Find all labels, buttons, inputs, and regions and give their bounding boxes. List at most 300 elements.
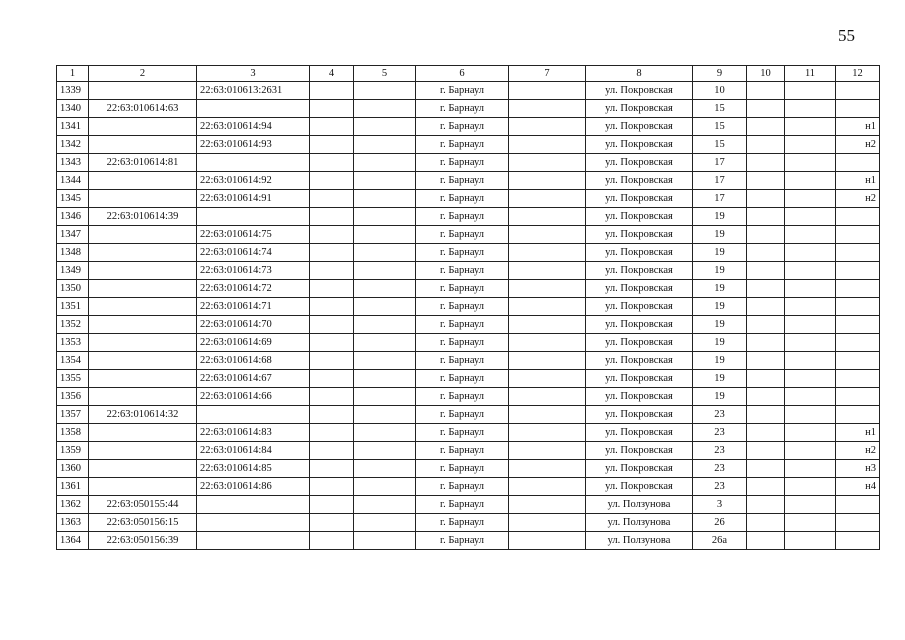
empty-cell-col4	[310, 136, 354, 154]
premise-note-cell: н4	[836, 478, 880, 496]
city-cell: г. Барнаул	[416, 208, 509, 226]
room-cadastral-number-cell: 22:63:010614:70	[197, 316, 310, 334]
table-row	[57, 352, 880, 370]
room-cadastral-number-cell	[197, 496, 310, 514]
premise-note-cell	[836, 334, 880, 352]
empty-cell-col11	[785, 82, 836, 100]
room-cadastral-number-cell: 22:63:010614:75	[197, 226, 310, 244]
house-number-cell: 23	[693, 442, 747, 460]
empty-cell-col4	[310, 262, 354, 280]
cadastral-number-cell	[89, 244, 197, 262]
cadastral-number-cell: 22:63:010614:81	[89, 154, 197, 172]
empty-cell-col5	[354, 334, 416, 352]
row-number-cell: 1359	[57, 442, 89, 460]
room-cadastral-number-cell: 22:63:010614:71	[197, 298, 310, 316]
row-number-cell: 1340	[57, 100, 89, 118]
house-number-cell: 15	[693, 100, 747, 118]
city-cell: г. Барнаул	[416, 406, 509, 424]
house-number-cell: 23	[693, 424, 747, 442]
street-cell: ул. Покровская	[586, 118, 693, 136]
house-number-cell: 23	[693, 460, 747, 478]
city-cell: г. Барнаул	[416, 118, 509, 136]
room-cadastral-number-cell: 22:63:010613:2631	[197, 82, 310, 100]
empty-cell-col7	[509, 514, 586, 532]
empty-cell-col11	[785, 370, 836, 388]
empty-cell-col5	[354, 460, 416, 478]
row-number-cell: 1341	[57, 118, 89, 136]
empty-cell-col5	[354, 208, 416, 226]
room-cadastral-number-cell	[197, 532, 310, 550]
empty-cell-col11	[785, 460, 836, 478]
row-number-cell: 1354	[57, 352, 89, 370]
empty-cell-col7	[509, 82, 586, 100]
table-row	[57, 172, 880, 190]
column-header: 5	[354, 66, 416, 82]
table-row	[57, 100, 880, 118]
empty-cell-col10	[747, 388, 785, 406]
empty-cell-col10	[747, 334, 785, 352]
row-number-cell: 1349	[57, 262, 89, 280]
street-cell: ул. Покровская	[586, 244, 693, 262]
cadastral-number-cell: 22:63:010614:63	[89, 100, 197, 118]
row-number-cell: 1355	[57, 370, 89, 388]
cadastral-number-cell: 22:63:050155:44	[89, 496, 197, 514]
empty-cell-col7	[509, 118, 586, 136]
cadastral-number-cell: 22:63:050156:15	[89, 514, 197, 532]
room-cadastral-number-cell: 22:63:010614:66	[197, 388, 310, 406]
empty-cell-col10	[747, 514, 785, 532]
table-row	[57, 406, 880, 424]
cadastral-number-cell	[89, 262, 197, 280]
table-row	[57, 226, 880, 244]
row-number-cell: 1347	[57, 226, 89, 244]
empty-cell-col5	[354, 388, 416, 406]
city-cell: г. Барнаул	[416, 334, 509, 352]
street-cell: ул. Покровская	[586, 424, 693, 442]
empty-cell-col5	[354, 136, 416, 154]
row-number-cell: 1357	[57, 406, 89, 424]
city-cell: г. Барнаул	[416, 190, 509, 208]
table-row	[57, 496, 880, 514]
premise-note-cell	[836, 100, 880, 118]
room-cadastral-number-cell	[197, 514, 310, 532]
table-row	[57, 442, 880, 460]
empty-cell-col5	[354, 406, 416, 424]
room-cadastral-number-cell: 22:63:010614:74	[197, 244, 310, 262]
premise-note-cell	[836, 352, 880, 370]
empty-cell-col4	[310, 514, 354, 532]
row-number-cell: 1362	[57, 496, 89, 514]
empty-cell-col11	[785, 514, 836, 532]
empty-cell-col10	[747, 190, 785, 208]
room-cadastral-number-cell: 22:63:010614:85	[197, 460, 310, 478]
row-number-cell: 1352	[57, 316, 89, 334]
empty-cell-col11	[785, 442, 836, 460]
cadastral-number-cell: 22:63:010614:39	[89, 208, 197, 226]
empty-cell-col10	[747, 316, 785, 334]
table-row	[57, 424, 880, 442]
street-cell: ул. Покровская	[586, 280, 693, 298]
empty-cell-col7	[509, 532, 586, 550]
room-cadastral-number-cell	[197, 154, 310, 172]
empty-cell-col10	[747, 244, 785, 262]
premise-note-cell	[836, 244, 880, 262]
column-header: 3	[197, 66, 310, 82]
street-cell: ул. Ползунова	[586, 514, 693, 532]
table-row	[57, 370, 880, 388]
premise-note-cell	[836, 82, 880, 100]
premise-note-cell	[836, 280, 880, 298]
cadastral-number-cell	[89, 172, 197, 190]
empty-cell-col7	[509, 100, 586, 118]
empty-cell-col11	[785, 118, 836, 136]
empty-cell-col5	[354, 514, 416, 532]
row-number-cell: 1356	[57, 388, 89, 406]
premise-note-cell	[836, 298, 880, 316]
table-row	[57, 280, 880, 298]
house-number-cell: 19	[693, 262, 747, 280]
city-cell: г. Барнаул	[416, 298, 509, 316]
empty-cell-col4	[310, 244, 354, 262]
street-cell: ул. Покровская	[586, 460, 693, 478]
table-row	[57, 460, 880, 478]
street-cell: ул. Покровская	[586, 370, 693, 388]
house-number-cell: 3	[693, 496, 747, 514]
empty-cell-col10	[747, 460, 785, 478]
column-header: 1	[57, 66, 89, 82]
city-cell: г. Барнаул	[416, 532, 509, 550]
premise-note-cell: н1	[836, 118, 880, 136]
column-header: 12	[836, 66, 880, 82]
header-row	[57, 66, 880, 82]
empty-cell-col5	[354, 352, 416, 370]
empty-cell-col5	[354, 262, 416, 280]
empty-cell-col5	[354, 478, 416, 496]
empty-cell-col5	[354, 154, 416, 172]
empty-cell-col10	[747, 82, 785, 100]
empty-cell-col7	[509, 280, 586, 298]
table-row	[57, 532, 880, 550]
city-cell: г. Барнаул	[416, 370, 509, 388]
cadastral-number-cell	[89, 316, 197, 334]
premise-note-cell	[836, 388, 880, 406]
row-number-cell: 1361	[57, 478, 89, 496]
empty-cell-col7	[509, 496, 586, 514]
table-row	[57, 154, 880, 172]
table-row	[57, 118, 880, 136]
house-number-cell: 17	[693, 172, 747, 190]
house-number-cell: 19	[693, 298, 747, 316]
house-number-cell: 19	[693, 316, 747, 334]
empty-cell-col11	[785, 280, 836, 298]
empty-cell-col11	[785, 424, 836, 442]
empty-cell-col11	[785, 100, 836, 118]
empty-cell-col7	[509, 136, 586, 154]
empty-cell-col10	[747, 298, 785, 316]
city-cell: г. Барнаул	[416, 82, 509, 100]
empty-cell-col4	[310, 226, 354, 244]
street-cell: ул. Ползунова	[586, 496, 693, 514]
empty-cell-col7	[509, 190, 586, 208]
table-row	[57, 514, 880, 532]
cadastral-number-cell: 22:63:010614:32	[89, 406, 197, 424]
premise-note-cell: н2	[836, 190, 880, 208]
house-number-cell: 23	[693, 406, 747, 424]
empty-cell-col11	[785, 154, 836, 172]
table-row	[57, 334, 880, 352]
cadastral-number-cell	[89, 388, 197, 406]
house-number-cell: 26а	[693, 532, 747, 550]
empty-cell-col5	[354, 244, 416, 262]
empty-cell-col5	[354, 118, 416, 136]
empty-cell-col4	[310, 478, 354, 496]
empty-cell-col10	[747, 478, 785, 496]
empty-cell-col10	[747, 262, 785, 280]
row-number-cell: 1344	[57, 172, 89, 190]
empty-cell-col10	[747, 280, 785, 298]
premise-note-cell: н2	[836, 136, 880, 154]
street-cell: ул. Покровская	[586, 136, 693, 154]
empty-cell-col5	[354, 172, 416, 190]
city-cell: г. Барнаул	[416, 388, 509, 406]
empty-cell-col7	[509, 172, 586, 190]
empty-cell-col4	[310, 100, 354, 118]
room-cadastral-number-cell: 22:63:010614:86	[197, 478, 310, 496]
street-cell: ул. Покровская	[586, 100, 693, 118]
house-number-cell: 19	[693, 334, 747, 352]
cadastral-number-cell	[89, 460, 197, 478]
column-header: 11	[785, 66, 836, 82]
registry-table	[56, 65, 880, 550]
city-cell: г. Барнаул	[416, 136, 509, 154]
empty-cell-col4	[310, 496, 354, 514]
empty-cell-col5	[354, 298, 416, 316]
empty-cell-col10	[747, 352, 785, 370]
empty-cell-col4	[310, 352, 354, 370]
city-cell: г. Барнаул	[416, 244, 509, 262]
cadastral-number-cell	[89, 442, 197, 460]
empty-cell-col11	[785, 172, 836, 190]
city-cell: г. Барнаул	[416, 154, 509, 172]
empty-cell-col5	[354, 442, 416, 460]
premise-note-cell	[836, 226, 880, 244]
empty-cell-col7	[509, 370, 586, 388]
cadastral-number-cell	[89, 298, 197, 316]
street-cell: ул. Покровская	[586, 154, 693, 172]
room-cadastral-number-cell: 22:63:010614:94	[197, 118, 310, 136]
street-cell: ул. Покровская	[586, 298, 693, 316]
row-number-cell: 1346	[57, 208, 89, 226]
empty-cell-col5	[354, 316, 416, 334]
empty-cell-col5	[354, 190, 416, 208]
empty-cell-col7	[509, 388, 586, 406]
empty-cell-col11	[785, 532, 836, 550]
house-number-cell: 26	[693, 514, 747, 532]
house-number-cell: 10	[693, 82, 747, 100]
street-cell: ул. Покровская	[586, 352, 693, 370]
street-cell: ул. Покровская	[586, 82, 693, 100]
row-number-cell: 1350	[57, 280, 89, 298]
room-cadastral-number-cell: 22:63:010614:73	[197, 262, 310, 280]
cadastral-number-cell	[89, 370, 197, 388]
empty-cell-col5	[354, 424, 416, 442]
city-cell: г. Барнаул	[416, 460, 509, 478]
empty-cell-col10	[747, 442, 785, 460]
empty-cell-col10	[747, 118, 785, 136]
table-row	[57, 136, 880, 154]
empty-cell-col4	[310, 298, 354, 316]
empty-cell-col5	[354, 100, 416, 118]
cadastral-number-cell: 22:63:050156:39	[89, 532, 197, 550]
empty-cell-col10	[747, 496, 785, 514]
empty-cell-col5	[354, 370, 416, 388]
house-number-cell: 19	[693, 226, 747, 244]
empty-cell-col10	[747, 370, 785, 388]
city-cell: г. Барнаул	[416, 514, 509, 532]
city-cell: г. Барнаул	[416, 280, 509, 298]
cadastral-number-cell	[89, 280, 197, 298]
empty-cell-col7	[509, 424, 586, 442]
empty-cell-col11	[785, 388, 836, 406]
column-header: 2	[89, 66, 197, 82]
row-number-cell: 1363	[57, 514, 89, 532]
table-row	[57, 244, 880, 262]
empty-cell-col10	[747, 208, 785, 226]
table-row	[57, 262, 880, 280]
empty-cell-col5	[354, 496, 416, 514]
empty-cell-col4	[310, 82, 354, 100]
premise-note-cell: н1	[836, 172, 880, 190]
room-cadastral-number-cell: 22:63:010614:67	[197, 370, 310, 388]
row-number-cell: 1364	[57, 532, 89, 550]
street-cell: ул. Покровская	[586, 226, 693, 244]
house-number-cell: 23	[693, 478, 747, 496]
empty-cell-col10	[747, 100, 785, 118]
empty-cell-col4	[310, 334, 354, 352]
house-number-cell: 19	[693, 388, 747, 406]
premise-note-cell	[836, 262, 880, 280]
premise-note-cell	[836, 316, 880, 334]
empty-cell-col11	[785, 298, 836, 316]
cadastral-number-cell	[89, 478, 197, 496]
house-number-cell: 19	[693, 244, 747, 262]
premise-note-cell	[836, 406, 880, 424]
table-body	[57, 66, 880, 550]
empty-cell-col5	[354, 532, 416, 550]
city-cell: г. Барнаул	[416, 262, 509, 280]
street-cell: ул. Покровская	[586, 442, 693, 460]
empty-cell-col7	[509, 154, 586, 172]
empty-cell-col11	[785, 208, 836, 226]
empty-cell-col11	[785, 244, 836, 262]
city-cell: г. Барнаул	[416, 352, 509, 370]
room-cadastral-number-cell: 22:63:010614:72	[197, 280, 310, 298]
empty-cell-col5	[354, 280, 416, 298]
premise-note-cell	[836, 370, 880, 388]
table-row	[57, 478, 880, 496]
premise-note-cell	[836, 514, 880, 532]
street-cell: ул. Ползунова	[586, 532, 693, 550]
room-cadastral-number-cell	[197, 100, 310, 118]
street-cell: ул. Покровская	[586, 406, 693, 424]
row-number-cell: 1360	[57, 460, 89, 478]
room-cadastral-number-cell: 22:63:010614:91	[197, 190, 310, 208]
empty-cell-col11	[785, 262, 836, 280]
table-row	[57, 388, 880, 406]
empty-cell-col7	[509, 226, 586, 244]
empty-cell-col4	[310, 424, 354, 442]
room-cadastral-number-cell: 22:63:010614:68	[197, 352, 310, 370]
table-row	[57, 298, 880, 316]
premise-note-cell: н2	[836, 442, 880, 460]
empty-cell-col11	[785, 316, 836, 334]
house-number-cell: 19	[693, 280, 747, 298]
empty-cell-col10	[747, 136, 785, 154]
empty-cell-col10	[747, 154, 785, 172]
city-cell: г. Барнаул	[416, 442, 509, 460]
empty-cell-col11	[785, 190, 836, 208]
room-cadastral-number-cell: 22:63:010614:69	[197, 334, 310, 352]
house-number-cell: 17	[693, 154, 747, 172]
empty-cell-col4	[310, 316, 354, 334]
empty-cell-col4	[310, 118, 354, 136]
row-number-cell: 1351	[57, 298, 89, 316]
empty-cell-col4	[310, 190, 354, 208]
table-row	[57, 82, 880, 100]
cadastral-number-cell	[89, 118, 197, 136]
empty-cell-col11	[785, 226, 836, 244]
cadastral-number-cell	[89, 352, 197, 370]
premise-note-cell	[836, 496, 880, 514]
cadastral-number-cell	[89, 334, 197, 352]
city-cell: г. Барнаул	[416, 496, 509, 514]
empty-cell-col7	[509, 298, 586, 316]
empty-cell-col11	[785, 352, 836, 370]
empty-cell-col7	[509, 352, 586, 370]
street-cell: ул. Покровская	[586, 172, 693, 190]
street-cell: ул. Покровская	[586, 478, 693, 496]
city-cell: г. Барнаул	[416, 172, 509, 190]
page-number: 55	[838, 26, 855, 45]
row-number-cell: 1345	[57, 190, 89, 208]
cadastral-number-cell	[89, 136, 197, 154]
column-header: 8	[586, 66, 693, 82]
empty-cell-col4	[310, 208, 354, 226]
street-cell: ул. Покровская	[586, 388, 693, 406]
house-number-cell: 15	[693, 118, 747, 136]
empty-cell-col11	[785, 496, 836, 514]
empty-cell-col4	[310, 460, 354, 478]
empty-cell-col11	[785, 478, 836, 496]
city-cell: г. Барнаул	[416, 316, 509, 334]
house-number-cell: 19	[693, 352, 747, 370]
empty-cell-col4	[310, 154, 354, 172]
cadastral-number-cell	[89, 82, 197, 100]
cadastral-number-cell	[89, 424, 197, 442]
empty-cell-col11	[785, 406, 836, 424]
empty-cell-col7	[509, 406, 586, 424]
house-number-cell: 17	[693, 190, 747, 208]
table-row	[57, 316, 880, 334]
street-cell: ул. Покровская	[586, 190, 693, 208]
row-number-cell: 1353	[57, 334, 89, 352]
premise-note-cell: н3	[836, 460, 880, 478]
empty-cell-col4	[310, 370, 354, 388]
room-cadastral-number-cell: 22:63:010614:93	[197, 136, 310, 154]
column-header: 4	[310, 66, 354, 82]
empty-cell-col7	[509, 460, 586, 478]
empty-cell-col4	[310, 280, 354, 298]
